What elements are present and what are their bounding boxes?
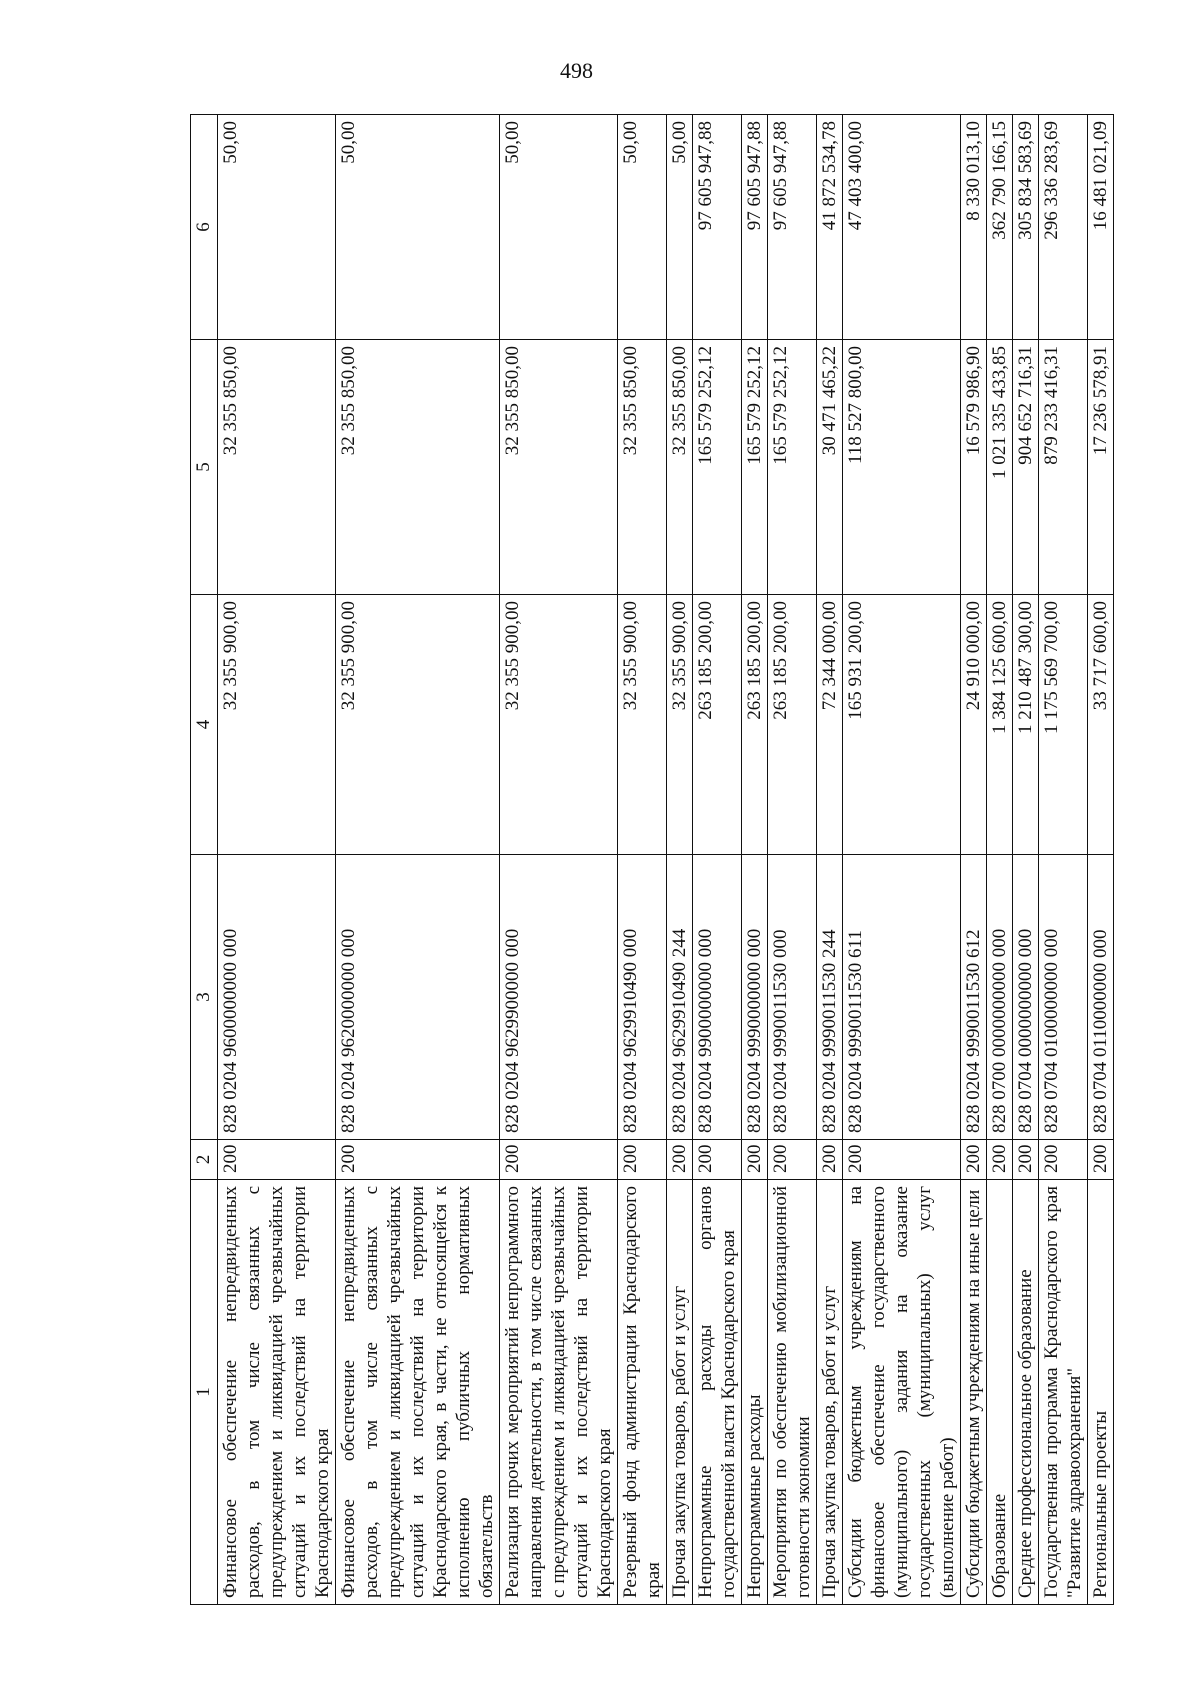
row-value-col5: 32 355 850,00 bbox=[618, 340, 667, 595]
table-body bbox=[218, 115, 1114, 1605]
table-row bbox=[961, 115, 987, 1605]
row-name: Прочая закупка товаров, работ и услуг bbox=[817, 1180, 843, 1605]
row-kbk: 828 0204 9629910490 000 bbox=[618, 855, 667, 1140]
header-col-1: 1 bbox=[191, 1180, 218, 1605]
row-code: 200 bbox=[961, 1140, 987, 1180]
row-value-col6: 97 605 947,88 bbox=[742, 115, 768, 340]
row-value-col4: 1 210 487 300,00 bbox=[1013, 595, 1039, 855]
row-kbk: 828 0204 9629900000 000 bbox=[500, 855, 618, 1140]
row-value-col4: 1 384 125 600,00 bbox=[987, 595, 1013, 855]
row-code: 200 bbox=[1039, 1140, 1088, 1180]
row-kbk: 828 0204 9990011530 244 bbox=[817, 855, 843, 1140]
row-name: Непрограммные расходы bbox=[742, 1180, 768, 1605]
row-code: 200 bbox=[987, 1140, 1013, 1180]
row-name: Прочая закупка товаров, работ и услуг bbox=[667, 1180, 693, 1605]
row-name: Финансовое обеспечение непредвиденных расходов, в том числе связанных с предупреждением и ликвидацией чрезвычайных ситуаций и их последствий на территории Краснодарского края, в части, не относящейся к исполнению публичных нормативных обязательств bbox=[336, 1180, 500, 1605]
row-value-col4: 33 717 600,00 bbox=[1088, 595, 1114, 855]
row-value-col5: 17 236 578,91 bbox=[1088, 340, 1114, 595]
row-code: 200 bbox=[843, 1140, 961, 1180]
row-value-col4: 263 185 200,00 bbox=[693, 595, 742, 855]
row-name: Субсидии бюджетным учреждениям на иные цели bbox=[961, 1180, 987, 1605]
table-row bbox=[693, 115, 742, 1605]
row-value-col4: 32 355 900,00 bbox=[218, 595, 336, 855]
table-row bbox=[336, 115, 500, 1605]
row-code: 200 bbox=[768, 1140, 817, 1180]
row-value-col5: 165 579 252,12 bbox=[693, 340, 742, 595]
row-kbk: 828 0204 9990011530 612 bbox=[961, 855, 987, 1140]
header-col-3: 3 bbox=[191, 855, 218, 1140]
row-value-col4: 32 355 900,00 bbox=[336, 595, 500, 855]
row-code: 200 bbox=[1088, 1140, 1114, 1180]
row-value-col4: 263 185 200,00 bbox=[742, 595, 768, 855]
row-code: 200 bbox=[817, 1140, 843, 1180]
table-row bbox=[1088, 115, 1114, 1605]
row-value-col4: 72 344 000,00 bbox=[817, 595, 843, 855]
row-kbk: 828 0204 9620000000 000 bbox=[336, 855, 500, 1140]
table-row bbox=[742, 115, 768, 1605]
row-name: Финансовое обеспечение непредвиденных расходов, в том числе связанных с предупреждением и ликвидацией чрезвычайных ситуаций и их последствий на территории Краснодарского края bbox=[218, 1180, 336, 1605]
row-code: 200 bbox=[500, 1140, 618, 1180]
header-col-5: 5 bbox=[191, 340, 218, 595]
row-value-col6: 50,00 bbox=[618, 115, 667, 340]
row-value-col6: 97 605 947,88 bbox=[768, 115, 817, 340]
row-code: 200 bbox=[742, 1140, 768, 1180]
budget-table bbox=[190, 114, 1114, 1605]
row-value-col6: 50,00 bbox=[667, 115, 693, 340]
table-row bbox=[500, 115, 618, 1605]
row-value-col5: 904 652 716,31 bbox=[1013, 340, 1039, 595]
header-col-4: 4 bbox=[191, 595, 218, 855]
table-row bbox=[817, 115, 843, 1605]
row-kbk: 828 0704 0110000000 000 bbox=[1088, 855, 1114, 1140]
row-value-col6: 8 330 013,10 bbox=[961, 115, 987, 340]
row-name: Резервный фонд администрации Краснодарского края bbox=[618, 1180, 667, 1605]
row-value-col4: 32 355 900,00 bbox=[618, 595, 667, 855]
row-value-col5: 879 233 416,31 bbox=[1039, 340, 1088, 595]
row-name: Среднее профессиональное образование bbox=[1013, 1180, 1039, 1605]
row-code: 200 bbox=[618, 1140, 667, 1180]
row-value-col6: 16 481 021,09 bbox=[1088, 115, 1114, 340]
table-row bbox=[768, 115, 817, 1605]
row-value-col6: 50,00 bbox=[500, 115, 618, 340]
row-value-col5: 32 355 850,00 bbox=[218, 340, 336, 595]
row-value-col4: 1 175 569 700,00 bbox=[1039, 595, 1088, 855]
row-value-col6: 41 872 534,78 bbox=[817, 115, 843, 340]
row-value-col5: 30 471 465,22 bbox=[817, 340, 843, 595]
row-code: 200 bbox=[667, 1140, 693, 1180]
row-value-col6: 50,00 bbox=[218, 115, 336, 340]
row-code: 200 bbox=[693, 1140, 742, 1180]
table-row bbox=[667, 115, 693, 1605]
row-value-col4: 263 185 200,00 bbox=[768, 595, 817, 855]
row-value-col4: 32 355 900,00 bbox=[667, 595, 693, 855]
row-value-col5: 32 355 850,00 bbox=[500, 340, 618, 595]
row-value-col5: 16 579 986,90 bbox=[961, 340, 987, 595]
row-value-col4: 165 931 200,00 bbox=[843, 595, 961, 855]
row-value-col6: 97 605 947,88 bbox=[693, 115, 742, 340]
row-kbk: 828 0204 9990011530 611 bbox=[843, 855, 961, 1140]
row-name: Реализация прочих мероприятий непрограммного направления деятельности, в том числе связанных с предупреждением и ликвидацией чрезвычайных ситуаций и их последствий на территории Краснодарского края bbox=[500, 1180, 618, 1605]
row-value-col4: 24 910 000,00 bbox=[961, 595, 987, 855]
table-row bbox=[843, 115, 961, 1605]
row-kbk: 828 0204 9990011530 000 bbox=[768, 855, 817, 1140]
row-name: Субсидии бюджетным учреждениям на финансовое обеспечение государственного (муниципального) задания на оказание государственных (муниципальных) услуг (выполнение работ) bbox=[843, 1180, 961, 1605]
row-name: Мероприятия по обеспечению мобилизационной готовности экономики bbox=[768, 1180, 817, 1605]
table-row bbox=[1013, 115, 1039, 1605]
rotated-table-container bbox=[190, 115, 1140, 1605]
row-value-col5: 32 355 850,00 bbox=[336, 340, 500, 595]
row-name: Региональные проекты bbox=[1088, 1180, 1114, 1605]
page-number: 498 bbox=[560, 58, 593, 83]
row-kbk: 828 0704 0000000000 000 bbox=[1013, 855, 1039, 1140]
table-row bbox=[987, 115, 1013, 1605]
row-name: Непрограммные расходы органов государственной власти Краснодарского края bbox=[693, 1180, 742, 1605]
header-col-6: 6 bbox=[191, 115, 218, 340]
row-value-col5: 118 527 800,00 bbox=[843, 340, 961, 595]
row-kbk: 828 0204 9600000000 000 bbox=[218, 855, 336, 1140]
table-row bbox=[1039, 115, 1088, 1605]
header-col-2: 2 bbox=[191, 1140, 218, 1180]
row-value-col6: 305 834 583,69 bbox=[1013, 115, 1039, 340]
row-value-col5: 32 355 850,00 bbox=[667, 340, 693, 595]
table-row bbox=[218, 115, 336, 1605]
row-value-col6: 296 336 283,69 bbox=[1039, 115, 1088, 340]
row-kbk: 828 0704 0100000000 000 bbox=[1039, 855, 1088, 1140]
row-kbk: 828 0204 9629910490 244 bbox=[667, 855, 693, 1140]
row-code: 200 bbox=[336, 1140, 500, 1180]
table-row bbox=[618, 115, 667, 1605]
row-value-col5: 1 021 335 433,85 bbox=[987, 340, 1013, 595]
row-kbk: 828 0204 9990000000 000 bbox=[742, 855, 768, 1140]
row-value-col6: 362 790 166,15 bbox=[987, 115, 1013, 340]
row-value-col5: 165 579 252,12 bbox=[742, 340, 768, 595]
header-row bbox=[191, 115, 218, 1605]
row-name: Образование bbox=[987, 1180, 1013, 1605]
row-value-col6: 50,00 bbox=[336, 115, 500, 340]
row-code: 200 bbox=[218, 1140, 336, 1180]
row-kbk: 828 0204 9900000000 000 bbox=[693, 855, 742, 1140]
row-value-col4: 32 355 900,00 bbox=[500, 595, 618, 855]
row-value-col5: 165 579 252,12 bbox=[768, 340, 817, 595]
row-value-col6: 47 403 400,00 bbox=[843, 115, 961, 340]
row-kbk: 828 0700 0000000000 000 bbox=[987, 855, 1013, 1140]
row-code: 200 bbox=[1013, 1140, 1039, 1180]
row-name: Государственная программа Краснодарского края "Развитие здравоохранения" bbox=[1039, 1180, 1088, 1605]
